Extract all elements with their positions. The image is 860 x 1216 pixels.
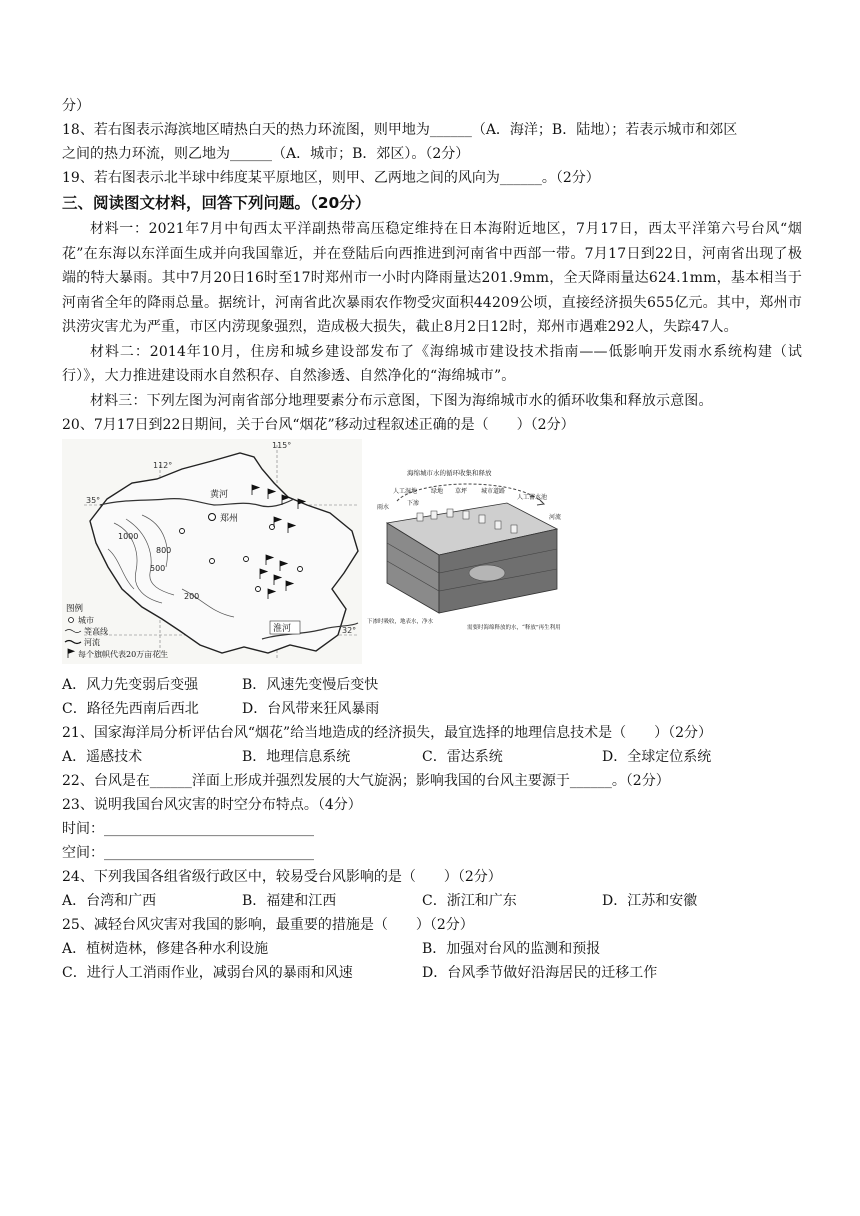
material-1: 材料一：2021年7月中旬西太平洋副热带高压稳定维持在日本海附近地区，7月17日，西太平洋第六号台风“烟花”在东海以东洋面生成并向我国靠近，并在登陆后向西推进到河南省中西部一带。7月17日到22日，河南省出现了极端的特大暴雨。其中7月20日16时至17时郑州市一小时内降雨量达201.9mm，全天降雨量达624.1mm，基本相当于河南省全年的降雨总量。据统计，河南省此次暴雨农作物受灾面积44209公顷，直接经济损失655亿元。其中，郑州市洪涝灾害尤为严重，市区内涝现象强烈，造成极大损失，截止8月2日12时，郑州市遇难292人，失踪47人。: [62, 221, 802, 335]
q24-option-d: D．江苏和安徽: [602, 893, 698, 909]
q21-option-b: B．地理信息系统: [242, 749, 351, 765]
label-rain: 雨水: [377, 504, 390, 511]
q20-option-d: D．台风带来狂风暴雨: [242, 701, 380, 717]
q24-option-c: C．浙江和广东: [422, 893, 517, 909]
legend-contour: 等高线: [84, 627, 108, 636]
question-24-options: [62, 889, 802, 913]
question-18-line-2: 之间的热力环流，则乙地为______（A．城市；B．郊区）。（2分）: [62, 146, 470, 162]
city-marker: [244, 557, 249, 562]
question-21: 21、国家海洋局分析评估台风“烟花”给当地造成的经济损失，最宜选择的地理信息技术是（ ）（2分）: [62, 725, 713, 741]
question-23-space-blank: 空间：______________________________: [62, 845, 314, 861]
henan-map-figure: [62, 439, 362, 664]
question-20: 20、7月17日到22日期间，关于台风“烟花”移动过程叙述正确的是（ ）（2分）: [62, 417, 575, 433]
question-25: 25、减轻台风灾害对我国的影响，最重要的措施是（ ）（2分）: [62, 917, 474, 933]
legend-river: 河流: [84, 638, 100, 647]
city-marker: [298, 567, 303, 572]
lat-32-label: 32°: [342, 626, 357, 635]
q21-option-a: A．遥感技术: [62, 749, 143, 765]
question-19: 19、若右图表示北半球中纬度某平原地区，则甲、乙两地之间的风向为______。（2分）: [62, 170, 600, 186]
q25-option-a: A．植树造林，修建各种水利设施: [62, 941, 269, 957]
continuation-line: 分）: [62, 98, 90, 114]
yellow-river-label: 黄河: [210, 490, 229, 500]
q21-option-c: C．雷达系统: [422, 749, 503, 765]
q24-option-a: A．台湾和广西: [62, 893, 157, 909]
label-wetland: 人工湿地: [393, 488, 418, 495]
q21-option-d: D．全球定位系统: [602, 749, 712, 765]
question-24: 24、下列我国各组省级行政区中，较易受台风影响的是（ ）（2分）: [62, 869, 502, 885]
zhengzhou-city-marker: [209, 514, 216, 521]
lat-35-label: 35°: [86, 496, 101, 505]
sponge-city-figure: [367, 463, 567, 633]
question-25-options-row-2: [62, 961, 802, 985]
label-road: 城市道路: [481, 488, 506, 495]
material-3: 材料三：下列左图为河南省部分地理要素分布示意图，下图为海绵城市水的循环收集和释放示意图。: [90, 392, 713, 409]
legend-city: 城市: [78, 616, 94, 625]
lon-115-label: 115°: [272, 441, 292, 450]
question-25-options-row-1: [62, 937, 802, 961]
label-bottom-right: 需要时海绵释放的水，“释放”再生利用: [467, 625, 561, 631]
question-20-options-row-1: [62, 673, 802, 697]
lon-112-label: 112°: [153, 461, 173, 470]
question-21-options: [62, 745, 802, 769]
question-23: 23、说明我国台风灾害的时空分布特点。（4分）: [62, 797, 362, 813]
label-greenland: 绿地: [431, 488, 444, 495]
label-infiltration: 下渗: [407, 500, 420, 507]
label-river: 河流: [549, 514, 562, 521]
question-23-time-blank: 时间：______________________________: [62, 821, 314, 837]
contour-500-label: 500: [150, 564, 166, 573]
q20-option-c: C．路径先西南后西北: [62, 701, 199, 717]
q25-option-d: D．台风季节做好沿海居民的迁移工作: [422, 965, 658, 981]
q20-option-b: B．风速先变慢后变快: [242, 677, 379, 693]
sponge-title: 海绵城市水的循环收集和释放: [407, 469, 492, 477]
label-lawn: 草坪: [455, 488, 468, 495]
question-18-line-1: 18、若右图表示海滨地区晴热白天的热力环流图，则甲地为______（A．海洋；B．陆地）；若表示城市和郊区: [62, 122, 738, 138]
contour-800-label: 800: [156, 546, 172, 555]
q25-option-b: B．加强对台风的监测和预报: [422, 941, 601, 957]
contour-1000-label: 1000: [118, 532, 139, 541]
contour-200-label: 200: [184, 592, 200, 601]
storage-pocket: [469, 565, 505, 581]
figures-row: [62, 439, 802, 669]
section-3-heading: 三、阅读图文材料，回答下列问题。（20分）: [62, 194, 371, 212]
legend-title: 图例: [66, 604, 84, 614]
huai-river-label: 淮河: [273, 624, 292, 634]
label-reservoir: 人工蓄水池: [517, 494, 548, 501]
legend-flag: 每个旗帜代表20万亩花生: [78, 650, 169, 659]
material-2: 材料二：2014年10月，住房和城乡建设部发布了《海绵城市建设技术指南——低影响开发雨水系统构建（试行）》，大力推进建设雨水自然积存、自然渗透、自然净化的“海绵城市”。: [62, 343, 802, 384]
exam-page: [62, 94, 802, 985]
city-marker: [256, 587, 261, 592]
question-20-options-row-2: [62, 697, 802, 721]
city-marker: [180, 529, 185, 534]
question-22: 22、台风是在______洋面上形成并强烈发展的大气旋涡；影响我国的台风主要源于______。（2分）: [62, 773, 670, 789]
zhengzhou-label: 郑州: [220, 514, 239, 524]
q24-option-b: B．福建和江西: [242, 893, 337, 909]
q25-option-c: C．进行人工消雨作业，减弱台风的暴雨和风速: [62, 965, 353, 981]
q20-option-a: A．风力先变弱后变强: [62, 677, 199, 693]
label-bottom-left: 下渗时吸收，地表水，净水: [367, 619, 434, 625]
city-marker: [210, 559, 215, 564]
